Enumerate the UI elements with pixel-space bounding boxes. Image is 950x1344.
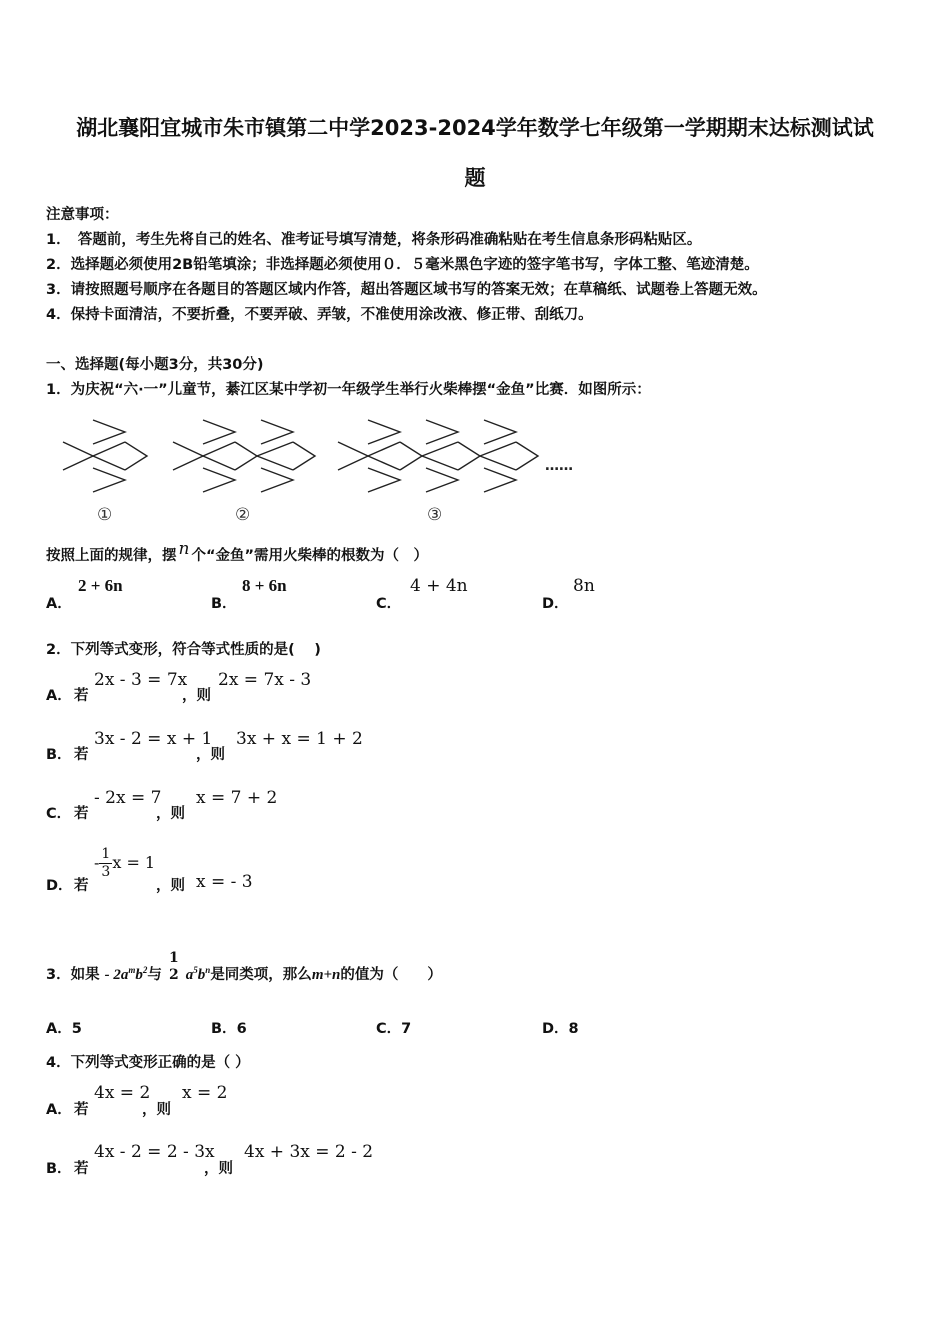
fraction-numerator: 1 [101, 846, 111, 862]
q1-prompt-part1: 按照上面的规律，摆 [46, 548, 177, 564]
fish-pattern-3 [338, 420, 538, 492]
q3-mn: m+n [311, 967, 341, 983]
q3-option-b-value: 6 [236, 1021, 247, 1037]
q2-option-c-if: 若 [74, 806, 89, 822]
q2-option-b-then: ，则 [196, 747, 225, 763]
q1-option-d-expr: 8n [573, 576, 595, 596]
q3-option-a [46, 1017, 82, 1038]
q2-option-d-res: x = - 3 [196, 872, 253, 892]
q2-option-d-fraction [99, 846, 112, 881]
q4-stem: 4．下列等式变形正确的是（ ） [46, 1055, 250, 1071]
notice-item-2: 2．选择题必须使用2B铅笔填涂；非选择题必须使用０．５毫米黑色字迹的签字笔书写，字体工整、笔迹清楚。 [46, 257, 759, 273]
fish-pattern-1 [63, 420, 147, 492]
q3-term1-base: - 2a [104, 967, 129, 983]
q3-mid: 与 [147, 967, 162, 983]
fish-pattern-2 [173, 420, 315, 492]
q1-option-a-label: A． [46, 596, 72, 612]
q1-option-c-expr: 4 + 4n [410, 576, 468, 596]
q3-option-b [211, 1017, 247, 1038]
q2-option-a-if: 若 [74, 688, 89, 704]
q4-option-a-then: ，则 [142, 1102, 171, 1118]
q3-term1-b: b [135, 967, 143, 983]
q3-term2-exp-n: n [205, 965, 211, 975]
fraction-denominator: 3 [101, 864, 111, 880]
q1-option-d-label: D． [542, 596, 569, 612]
q2-option-a-then: ，则 [182, 688, 211, 704]
q3-option-d-value: 8 [568, 1021, 579, 1037]
notice-item-3: 3．请按照题号顺序在各题目的答题区域内作答，超出答题区域书写的答案无效；在草稿纸、试题卷上答题无效。 [46, 282, 767, 298]
q3-term1 [105, 967, 148, 983]
q4-option-a-cond: 4x = 2 [94, 1083, 151, 1103]
q3-term2-a: a [185, 967, 194, 983]
q2-option-a-label: A． [46, 688, 72, 704]
q2-option-b-cond: 3x - 2 = x + 1 [94, 729, 213, 749]
notice-item-1: 1． 答题前，考生先将自己的姓名、准考证号填写清楚，将条形码准确粘贴在考生信息条形码粘贴区。 [46, 232, 702, 248]
section-heading: 一、选择题(每小题3分，共30分) [46, 357, 264, 373]
q2-option-b-res: 3x + x = 1 + 2 [236, 729, 363, 749]
q4-option-a-if: 若 [74, 1102, 89, 1118]
q3-option-a-label: A． [46, 1021, 72, 1037]
q1-option-b-expr: 8 + 6n [242, 576, 287, 595]
q2-option-c-cond: - 2x = 7 [94, 788, 162, 808]
q3-term2 [186, 967, 211, 983]
q3-term1-exp-m: m [128, 965, 136, 975]
q2-option-c-label: C． [46, 806, 72, 822]
q3-term2-b: b [197, 967, 206, 983]
figure-label-2: ② [235, 505, 251, 525]
q4-option-a-label: A． [46, 1102, 72, 1118]
q2-option-c-res: x = 7 + 2 [196, 788, 278, 808]
q1-prompt-part2: 个“金鱼”需用火柴棒的根数为（ ） [191, 548, 429, 564]
q1-option-b-label: B． [211, 596, 237, 612]
q4-option-b-label: B． [46, 1161, 72, 1177]
fraction-denominator: 2 [168, 967, 179, 983]
q4-option-a-res: x = 2 [182, 1083, 228, 1103]
q2-option-d-sign: - [94, 853, 100, 872]
notice-item-4: 4．保持卡面清洁，不要折叠，不要弄破、弄皱，不准使用涂改液、修正带、刮纸刀。 [46, 307, 593, 323]
q2-option-d-if: 若 [74, 878, 89, 894]
q3-option-c-value: 7 [401, 1021, 412, 1037]
q3-prefix: 3．如果 [46, 967, 100, 983]
q2-option-d-label: D． [46, 878, 73, 894]
q3-option-d [542, 1017, 579, 1038]
q3-suffix-b: 的值为（ ） [340, 967, 442, 983]
matchstick-fish-figure [55, 412, 595, 527]
figure-label-3: ③ [427, 505, 443, 525]
q2-option-b-label: B． [46, 747, 72, 763]
q4-option-b-then: ，则 [204, 1161, 233, 1177]
q1-option-a-expr: 2 + 6n [78, 576, 123, 595]
q2-option-a-cond: 2x - 3 = 7x [94, 670, 188, 690]
fraction-numerator: 1 [168, 950, 179, 966]
page-title-line2: 题 [464, 166, 486, 190]
q3-term2-exp-5: 5 [193, 965, 198, 975]
q2-option-a-res: 2x = 7x - 3 [218, 670, 312, 690]
q3-stem [46, 950, 442, 992]
q2-option-d-then: ，则 [156, 878, 185, 894]
q4-option-b-cond: 4x - 2 = 2 - 3x [94, 1142, 215, 1162]
q4-option-b-if: 若 [74, 1161, 89, 1177]
q2-stem: 2．下列等式变形，符合等式性质的是( ) [46, 642, 321, 658]
notice-heading: 注意事项： [46, 207, 119, 223]
q2-option-d-cond-tail: x = 1 [112, 853, 156, 872]
q3-term1-exp-2: 2 [142, 965, 148, 975]
q2-option-c-then: ，则 [156, 806, 185, 822]
q3-fraction [167, 950, 181, 984]
q1-stem: 1．为庆祝“六·一”儿童节，綦江区某中学初一年级学生举行火柴棒摆“金鱼”比赛．如图所示： [46, 382, 651, 398]
q3-option-c [376, 1017, 411, 1038]
figure-ellipsis: …… [545, 458, 573, 474]
q2-option-b-if: 若 [74, 747, 89, 763]
page-title-line1: 湖北襄阳宜城市朱市镇第二中学2023-2024学年数学七年级第一学期期末达标测试试 [76, 116, 874, 140]
q1-prompt-var: n [178, 539, 190, 559]
q2-option-d-cond [94, 846, 155, 881]
q3-option-c-label: C． [376, 1021, 402, 1037]
figure-label-1: ① [97, 505, 113, 525]
q3-option-d-label: D． [542, 1021, 569, 1037]
q3-option-a-value: 5 [71, 1021, 82, 1037]
q1-option-c-label: C． [376, 596, 402, 612]
q3-option-b-label: B． [211, 1021, 237, 1037]
q4-option-b-res: 4x + 3x = 2 - 2 [244, 1142, 374, 1162]
q3-suffix-a: 是同类项，那么 [210, 967, 312, 983]
q1-prompt [46, 539, 429, 565]
